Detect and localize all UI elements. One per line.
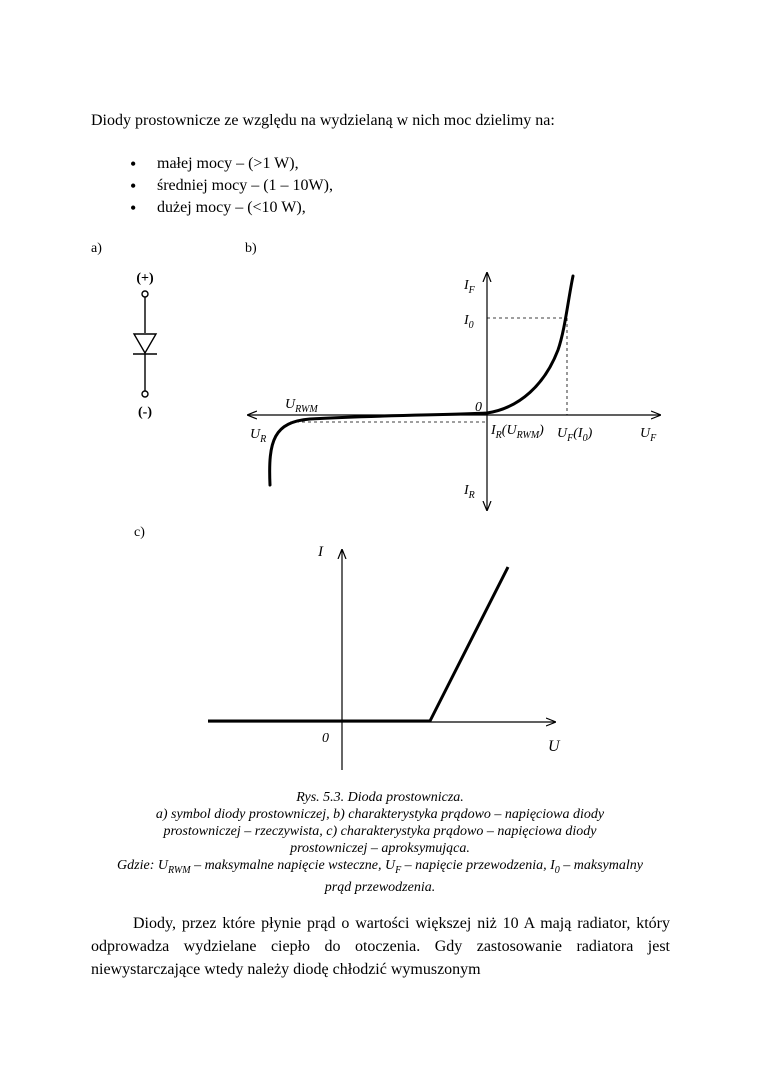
approx-curve <box>208 567 508 721</box>
urwm-label: $U_{RWM}$ <box>285 397 318 415</box>
panel-label-b: b) <box>245 241 257 256</box>
caption-title: Rys. 5.3. Dioda prostownicza. <box>296 790 464 805</box>
i-label-c: I <box>318 544 323 560</box>
u-label-c: U <box>548 738 560 755</box>
panel-label-a: a) <box>91 241 102 256</box>
ir-label: $I_R$ <box>464 483 475 501</box>
intro-text: Diody prostownicze ze względu na wydzielaną w nich moc dzielimy na: <box>91 112 555 129</box>
figure-caption <box>80 789 680 896</box>
caption-where: Gdzie: $U_{RWM}$ – maksymalne napięcie wsteczne, $U_F$ – napięcie przewodzenia, $I_0$ – maksymalny <box>117 858 643 876</box>
caption-line: prostowniczej – aproksymująca. <box>290 841 470 856</box>
diode-minus-label: (-) <box>138 405 152 420</box>
ur-label: $U_R$ <box>250 427 267 445</box>
origin-label-c: 0 <box>322 731 329 746</box>
ir-urwm-label: $I_R(U_{RWM})$ <box>491 423 544 441</box>
caption-line: a) symbol diody prostowniczej, b) charakterystyka prądowo – napięciowa diody <box>155 807 605 822</box>
i0-label: $I_0$ <box>464 313 474 331</box>
diode-plus-label: (+) <box>136 271 154 286</box>
if-label: $I_F$ <box>464 278 475 296</box>
origin-label-b: 0 <box>475 400 482 415</box>
uf-label: $U_F$ <box>640 426 657 444</box>
list-item: • dużej mocy – (<10 W), <box>130 198 333 220</box>
uf-i0-label: $U_F(I_0)$ <box>557 426 593 444</box>
body-paragraph: Diody, przez które płynie prąd o wartości większej niż 10 A mają radiator, który odprowadza wydzielane ciepło do otoczenia. Gdy zastosowanie radiatora jest niewystarczające wtedy należy diodę chłodzić wymuszonym <box>91 915 670 978</box>
diode-curve <box>270 276 573 485</box>
panel-label-c: c) <box>134 525 145 540</box>
list-item: • małej mocy – (>1 W), <box>130 154 333 176</box>
list-item: • średniej mocy – (1 – 10W), <box>130 176 333 198</box>
caption-line: prostowniczej – rzeczywista, c) charakterystyka prądowo – napięciowa diody <box>163 824 597 839</box>
caption-line: prąd przewodzenia. <box>324 879 436 895</box>
